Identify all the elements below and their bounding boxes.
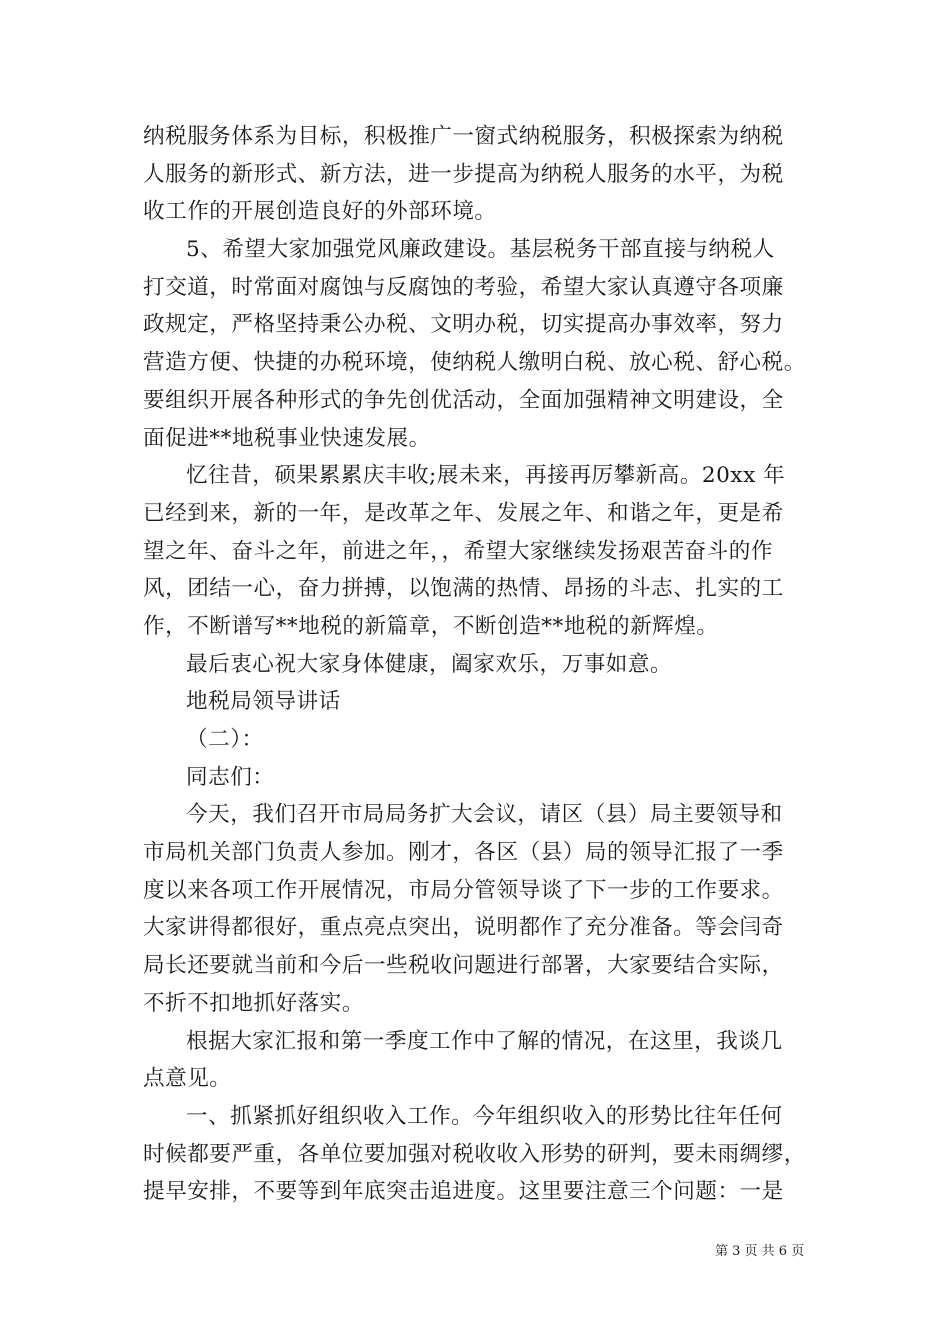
text-line: 打交道，时常面对腐蚀与反腐蚀的考验，希望大家认真遵守各项廉 — [143, 274, 784, 300]
text-line: 5、希望大家加强党风廉政建设。基层税务干部直接与纳税人 — [186, 237, 775, 263]
text-line: 度以来各项工作开展情况，市局分管领导谈了下一步的工作要求。 — [143, 877, 784, 903]
text-line: 面促进**地税事业快速发展。 — [143, 425, 431, 451]
text-line: 提早安排，不要等到年底突击追进度。这里要注意三个问题：一是 — [143, 1179, 784, 1205]
text-line: 最后衷心祝大家身体健康，阖家欢乐，万事如意。 — [186, 651, 673, 677]
text-line: 地税局领导讲话 — [186, 689, 341, 715]
text-line: 作，不断谱写**地税的新篇章，不断创造**地税的新辉煌。 — [143, 613, 719, 639]
text-line: 已经到来，新的一年，是改革之年、发展之年、和谐之年，更是希 — [143, 500, 784, 526]
text-line: 时候都要严重，各单位要加强对税收收入形势的研判，要未雨绸缪， — [143, 1141, 806, 1167]
text-line: 风，团结一心，奋力拼搏，以饱满的热情、昂扬的斗志、扎实的工 — [143, 576, 784, 602]
text-line: （二）： — [186, 727, 264, 752]
text-line: 不折不扣地抓好落实。 — [143, 990, 364, 1016]
text-line: 要组织开展各种形式的争先创优活动，全面加强精神文明建设，全 — [143, 387, 784, 413]
text-line: 纳税服务体系为目标，积极推广一窗式纳税服务，积极探索为纳税 — [143, 124, 784, 149]
text-line: 收工作的开展创造良好的外部环境。 — [143, 199, 497, 225]
text-line: 今天，我们召开市局局务扩大会议，请区（县）局主要领导和 — [186, 802, 783, 828]
text-line: 政规定，严格坚持秉公办税、文明办税，切实提高办事效率，努力 — [143, 312, 784, 338]
text-line: 局长还要就当前和今后一些税收问题进行部署，大家要结合实际， — [143, 953, 784, 979]
text-line: 营造方便、快捷的办税环境，使纳税人缴明白税、放心税、舒心税。 — [143, 350, 806, 376]
text-line: 忆往昔，硕果累累庆丰收;展未来，再接再厉攀新高。20xx 年 — [186, 463, 786, 489]
text-line: 根据大家汇报和第一季度工作中了解的情况，在这里，我谈几 — [186, 1028, 783, 1054]
page-number: 第 3 页 共 6 页 — [715, 1244, 805, 1259]
text-line: 市局机关部门负责人参加。刚才，各区（县）局的领导汇报了一季 — [143, 840, 784, 866]
text-line: 同志们： — [186, 764, 275, 790]
text-line: 点意见。 — [143, 1066, 232, 1092]
document-body — [143, 118, 813, 1211]
text-line: 一、抓紧抓好组织收入工作。今年组织收入的形势比往年任何 — [186, 1103, 783, 1129]
text-line: 人服务的新形式、新方法，进一步提高为纳税人服务的水平，为税 — [143, 161, 784, 187]
text-line: 望之年、奋斗之年，前进之年，，希望大家继续发扬艰苦奋斗的作 — [143, 538, 773, 564]
text-line: 大家讲得都很好，重点亮点突出，说明都作了充分准备。等会闫奇 — [143, 915, 784, 941]
